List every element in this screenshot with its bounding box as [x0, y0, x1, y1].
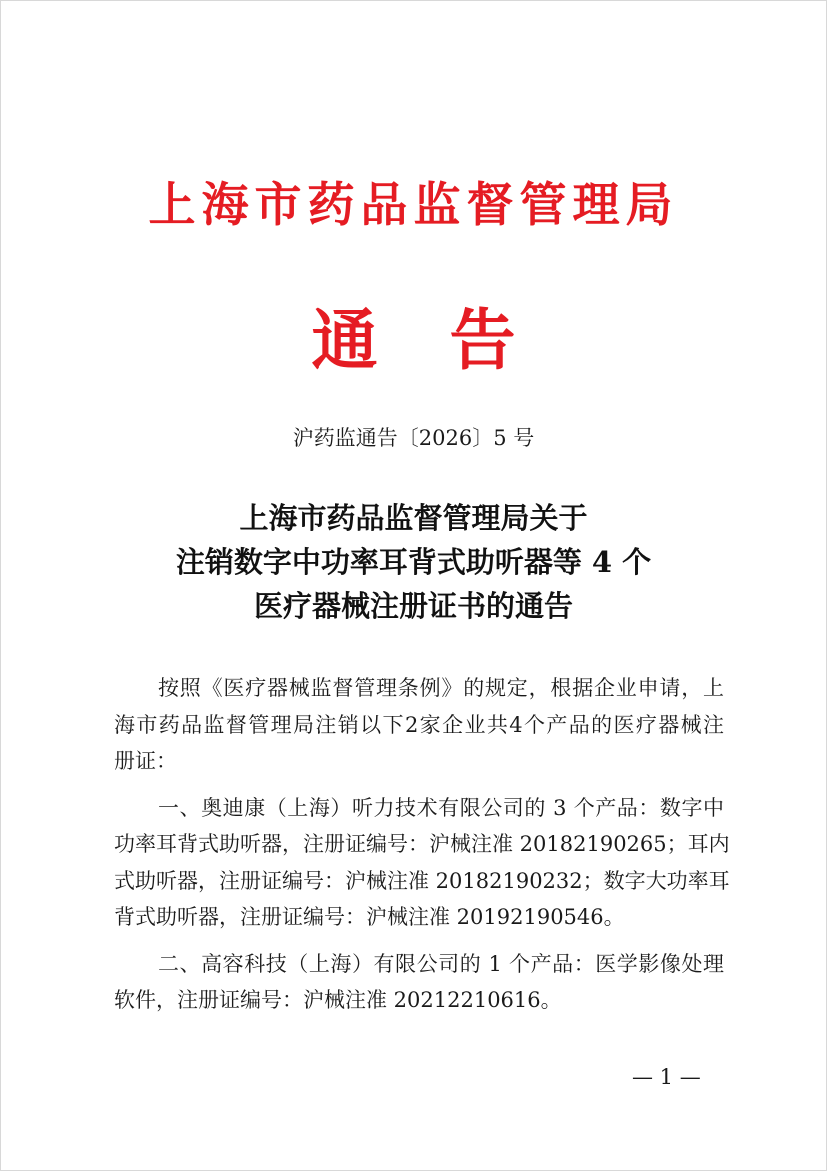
notice-title-line: 注销数字中功率耳背式助听器等 4 个: [175, 545, 652, 579]
body-line: 一、奥迪康（上海）听力技术有限公司的 3 个产品：数字中: [158, 795, 724, 820]
body-line: 式助听器，注册证编号：沪械注准 20182190232；数字大功率耳: [114, 868, 730, 893]
page-number: — 1 —: [632, 1065, 701, 1089]
body-line: 册证：: [114, 749, 177, 773]
body-line: 二、高容科技（上海）有限公司的 1 个产品：医学影像处理: [158, 951, 724, 976]
issuer-name: 上海市药品监督管理局: [148, 178, 679, 233]
notice-title-line: 上海市药品监督管理局关于: [239, 501, 588, 535]
body-line: 软件，注册证编号：沪械注准 20212210616。: [114, 988, 562, 1012]
body-line: 按照《医疗器械监督管理条例》的规定，根据企业申请，上: [158, 676, 724, 700]
body-line: 背式助听器，注册证编号：沪械注准 20192190546。: [114, 905, 625, 929]
document-type: 通告: [311, 301, 588, 379]
notice-title-line: 医疗器械注册证书的通告: [253, 589, 573, 623]
document-number: 沪药监通告〔2026〕5 号: [292, 426, 535, 450]
body-line: 功率耳背式助听器，注册证编号：沪械注准 20182190265；耳内: [114, 832, 730, 856]
notice-title: [0, 496, 827, 628]
notice-body: [114, 670, 730, 1019]
body-line: 海市药品监督管理局注销以下2家企业共4个产品的医疗器械注: [114, 712, 724, 737]
